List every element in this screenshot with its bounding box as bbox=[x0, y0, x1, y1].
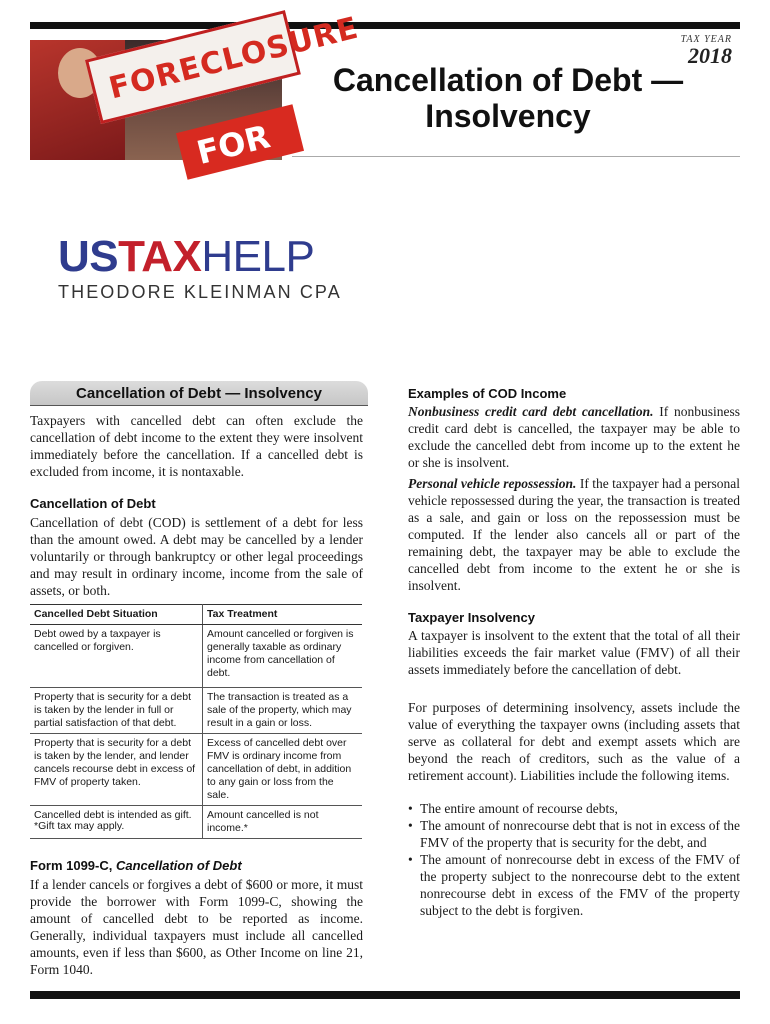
title-divider bbox=[292, 156, 740, 157]
table-cell: Amount cancelled is not income.* bbox=[203, 806, 363, 839]
logo-part-help: HELP bbox=[201, 232, 315, 281]
liabilities-list bbox=[408, 800, 740, 919]
foreclosure-photo bbox=[30, 10, 363, 173]
section-banner: Cancellation of Debt — Insolvency bbox=[30, 381, 368, 406]
form-heading-prefix: Form 1099-C, bbox=[30, 858, 116, 873]
table-header-situation: Cancelled Debt Situation bbox=[30, 605, 203, 625]
top-rule bbox=[30, 22, 740, 29]
form-heading-italic: Cancellation of Debt bbox=[115, 858, 242, 873]
table-cell: Cancelled debt is intended as gift. bbox=[30, 806, 203, 839]
list-item: • The entire amount of recourse debts, bbox=[408, 800, 740, 817]
for-sale-sign-text: FOR bbox=[192, 117, 274, 173]
form-1099c-heading bbox=[30, 858, 242, 873]
page-title: Cancellation of Debt — Insolvency bbox=[332, 62, 684, 134]
cod-paragraph: Cancellation of debt (COD) is settlement of a debt for less than the amount owed. A debt may be cancelled by a lender voluntarily or through bankruptcy or other legal proceedings and may result in ordinary income, income from the sale of assets, or both. bbox=[30, 515, 363, 598]
table-cell: Debt owed by a taxpayer is cancelled or forgiven. bbox=[30, 625, 203, 688]
logo-part-us: US bbox=[58, 232, 119, 281]
cod-heading: Cancellation of Debt bbox=[30, 496, 156, 511]
intro-paragraph: Taxpayers with cancelled debt can often exclude the cancellation of debt income to the extent they were insolvent immediately before the cancellation. If a cancelled debt is excluded from income, it is nontaxable. bbox=[30, 413, 363, 479]
logo-wordmark bbox=[58, 234, 342, 280]
table-row bbox=[30, 625, 362, 688]
vehicle-text: If the taxpayer had a personal vehicle repossessed during the year, the transaction is treated as a sale, and gain or loss on the repossession must be computed. If the lender also cancels all or part of the remaining debt, the taxpayer may be able to exclude the cancelled debt from income to the extent he or she is insolvent. bbox=[408, 476, 740, 593]
vehicle-paragraph bbox=[408, 475, 740, 594]
for-sale-sign bbox=[176, 104, 304, 180]
list-item: • The amount of nonrecourse debt in excess of the FMV of the property subject to the nonrecourse debt to the extent nonrecourse debt in excess of the FMV of the property subject to the debt is forgiven. bbox=[408, 851, 740, 919]
purposes-paragraph: For purposes of determining insolvency, assets include the value of everything the taxpayer owns (including assets that serve as collateral for debt and exempt assets which are beyond the reach of creditors, such as the value of a retirement account). Liabilities include the following items. bbox=[408, 700, 740, 783]
logo-subtitle: THEODORE KLEINMAN CPA bbox=[58, 282, 342, 302]
cancelled-debt-table bbox=[30, 604, 362, 839]
form-1099c-paragraph: If a lender cancels or forgives a debt of $600 or more, it must provide the borrower with Form 1099-C, showing the amount of cancelled debt to be reported as income. Generally, individual taxpayers must include all cancelled amounts, even if less than $600, as Other Income on line 21, Form 1040. bbox=[30, 877, 363, 977]
table-row bbox=[30, 734, 362, 806]
list-item: • The amount of nonrecourse debt that is not in excess of the FMV of the property that is security for the debt, and bbox=[408, 817, 740, 851]
table-footnote: *Gift tax may apply. bbox=[34, 820, 125, 832]
table-cell: The transaction is treated as a sale of the property, which may result in a gain or loss. bbox=[203, 688, 363, 734]
insolvency-paragraph: A taxpayer is insolvent to the extent that the total of all their liabilities exceeds the fair market value (FMV) of all their assets immediately before the cancellation of debt. bbox=[408, 628, 740, 677]
ustaxhelp-logo bbox=[58, 234, 342, 303]
nonbusiness-paragraph bbox=[408, 403, 740, 471]
tax-year-label: TAX YEAR bbox=[680, 34, 732, 45]
foreclosure-sign-text: FORECLOSURE bbox=[105, 10, 363, 107]
table-cell: Property that is security for a debt is taken by the lender in full or partial satisfaction of that debt. bbox=[30, 688, 203, 734]
nonbusiness-lead: Nonbusiness credit card debt cancellation. bbox=[408, 404, 654, 419]
vehicle-lead: Personal vehicle repossession. bbox=[408, 476, 577, 491]
nonbusiness-text: If nonbusiness credit card debt is cancelled, the taxpayer may be able to exclude the cancelled debt from income up to the extent he or she is insolvent. bbox=[408, 404, 741, 470]
bottom-rule bbox=[30, 991, 740, 999]
examples-heading: Examples of COD Income bbox=[408, 386, 567, 401]
table-cell: Property that is security for a debt is taken by the lender, and lender cancels recourse debt in excess of FMV of property taken. bbox=[30, 734, 203, 806]
table-row bbox=[30, 688, 362, 734]
table-cell: Amount cancelled or forgiven is generally taxable as ordinary income from cancellation of debt. bbox=[203, 625, 363, 688]
table-header-row bbox=[30, 605, 362, 625]
insolvency-heading: Taxpayer Insolvency bbox=[408, 610, 535, 625]
table-header-treatment: Tax Treatment bbox=[203, 605, 363, 625]
table-cell: Excess of cancelled debt over FMV is ordinary income from cancellation of debt, in addition to any gain or loss from the sale. bbox=[203, 734, 363, 806]
tax-year: 2018 bbox=[688, 43, 732, 68]
logo-part-tax: TAX bbox=[118, 232, 202, 281]
